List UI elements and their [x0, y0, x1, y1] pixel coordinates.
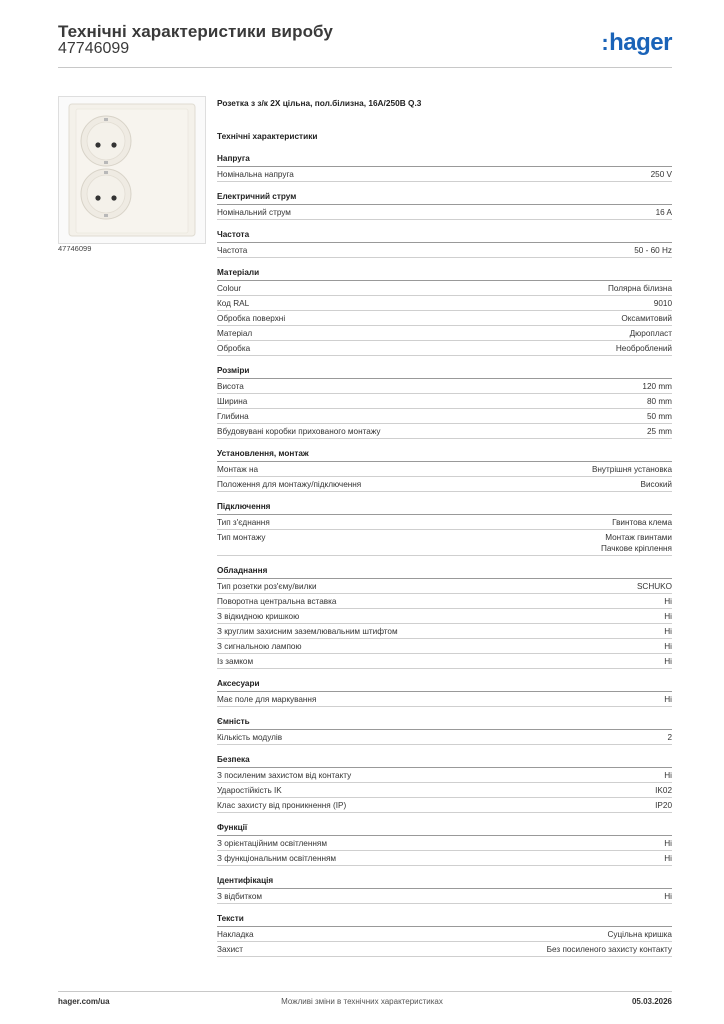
spec-row	[217, 205, 672, 220]
spec-label: Тип з'єднання	[217, 518, 270, 527]
spec-value: Високий	[640, 480, 672, 489]
footer-disclaimer: Можливі зміни в технічних характеристиках	[281, 997, 443, 1006]
spec-row	[217, 477, 672, 492]
footer-date: 05.03.2026	[631, 997, 672, 1006]
spec-row	[217, 654, 672, 669]
spec-row	[217, 836, 672, 851]
spec-value: 250 V	[650, 170, 672, 179]
spec-label: Ширина	[217, 397, 248, 406]
spec-label: Colour	[217, 284, 242, 293]
spec-row	[217, 594, 672, 609]
page-title: Технічні характеристики виробу	[58, 22, 333, 41]
spec-value: Суцільна кришка	[607, 930, 672, 939]
spec-value: Монтаж гвинтами Пачкове кріплення	[600, 533, 672, 553]
spec-label: Номінальна напруга	[217, 170, 294, 179]
spec-groups	[217, 153, 672, 957]
spec-group-title: Тексти	[217, 913, 672, 927]
spec-label: З сигнальною лампою	[217, 642, 302, 651]
spec-label: З відбитком	[217, 892, 263, 901]
spec-label: Обробка	[217, 344, 251, 353]
spec-label: З орієнтаційним освітленням	[217, 839, 327, 848]
spec-row	[217, 579, 672, 594]
footer-website: hager.com/ua	[58, 997, 110, 1006]
spec-row	[217, 379, 672, 394]
spec-row	[217, 692, 672, 707]
spec-value: 50 mm	[646, 412, 672, 421]
spec-group	[217, 565, 672, 669]
spec-group	[217, 716, 672, 745]
spec-group	[217, 191, 672, 220]
spec-row	[217, 609, 672, 624]
spec-group	[217, 678, 672, 707]
spec-label: Номінальний струм	[217, 208, 291, 217]
spec-group	[217, 822, 672, 866]
spec-value: 9010	[653, 299, 672, 308]
spec-group-title: Матеріали	[217, 267, 672, 281]
spec-row	[217, 341, 672, 356]
spec-value: 2	[667, 733, 672, 742]
spec-row	[217, 243, 672, 258]
spec-group-title: Функції	[217, 822, 672, 836]
spec-label: Код RAL	[217, 299, 250, 308]
spec-group-title: Частота	[217, 229, 672, 243]
spec-label: Накладка	[217, 930, 254, 939]
spec-label: Висота	[217, 382, 244, 391]
spec-value: 25 mm	[646, 427, 672, 436]
spec-label: Глибина	[217, 412, 249, 421]
spec-label: Тип розетки роз'єму/вилки	[217, 582, 317, 591]
spec-row	[217, 639, 672, 654]
spec-value: Гвинтова клема	[612, 518, 672, 527]
spec-value: 120 mm	[642, 382, 672, 391]
spec-label: Ударостійкість IK	[217, 786, 282, 795]
spec-value: Полярна білизна	[607, 284, 672, 293]
spec-value: SCHUKO	[636, 582, 672, 591]
spec-label: Обробка поверхні	[217, 314, 286, 323]
spec-group	[217, 501, 672, 556]
spec-label: З круглим захисним заземлювальним штифтом	[217, 627, 398, 636]
product-image	[58, 96, 206, 244]
spec-row	[217, 730, 672, 745]
spec-group	[217, 913, 672, 957]
spec-group	[217, 448, 672, 492]
spec-label: Клас захисту від проникнення (IP)	[217, 801, 347, 810]
spec-value: Внутрішня установка	[591, 465, 672, 474]
spec-row	[217, 768, 672, 783]
spec-row	[217, 281, 672, 296]
spec-group	[217, 153, 672, 182]
spec-row	[217, 394, 672, 409]
spec-label: Тип монтажу	[217, 533, 266, 542]
spec-group-title: Обладнання	[217, 565, 672, 579]
spec-group-title: Безпека	[217, 754, 672, 768]
spec-label: Із замком	[217, 657, 254, 666]
spec-value: Ні	[664, 657, 672, 666]
spec-value: Ні	[664, 695, 672, 704]
spec-heading: Технічні характеристики	[217, 131, 318, 141]
product-description: Розетка з з/к 2X цільна, пол.білизна, 16A/250B Q.3	[217, 98, 422, 108]
spec-label: Положення для монтажу/підключення	[217, 480, 362, 489]
spec-row	[217, 624, 672, 639]
spec-group	[217, 754, 672, 813]
spec-group-title: Аксесуари	[217, 678, 672, 692]
image-caption: 47746099	[58, 244, 92, 253]
spec-group-title: Ідентифікація	[217, 875, 672, 889]
spec-group-title: Підключення	[217, 501, 672, 515]
spec-value: Ні	[664, 627, 672, 636]
spec-label: Частота	[217, 246, 248, 255]
spec-row	[217, 798, 672, 813]
spec-value: Ні	[664, 854, 672, 863]
spec-row	[217, 889, 672, 904]
spec-label: Кількість модулів	[217, 733, 283, 742]
spec-value: IK02	[655, 786, 672, 795]
spec-row	[217, 942, 672, 957]
spec-row	[217, 409, 672, 424]
header-divider	[58, 67, 672, 68]
spec-row	[217, 326, 672, 341]
spec-row	[217, 311, 672, 326]
spec-label: З посиленим захистом від контакту	[217, 771, 352, 780]
spec-value: Ні	[664, 612, 672, 621]
spec-label: Захист	[217, 945, 244, 954]
spec-label: Вбудовувані коробки прихованого монтажу	[217, 427, 381, 436]
spec-row	[217, 530, 672, 556]
spec-label: Монтаж на	[217, 465, 259, 474]
spec-value: 50 - 60 Hz	[634, 246, 672, 255]
footer-divider	[58, 991, 672, 992]
spec-value: Ні	[664, 642, 672, 651]
product-code: 47746099	[58, 40, 130, 57]
spec-value: 80 mm	[646, 397, 672, 406]
spec-row	[217, 462, 672, 477]
spec-group-title: Установлення, монтаж	[217, 448, 672, 462]
spec-group-title: Напруга	[217, 153, 672, 167]
socket-illustration	[59, 97, 205, 243]
spec-row	[217, 296, 672, 311]
spec-label: Матеріал	[217, 329, 253, 338]
spec-label: Має поле для маркування	[217, 695, 317, 704]
spec-value: Оксамитовий	[621, 314, 672, 323]
spec-label: Поворотна центральна вставка	[217, 597, 337, 606]
spec-value: IP20	[655, 801, 672, 810]
hager-logo: :hager	[601, 29, 672, 56]
spec-value: Ні	[664, 597, 672, 606]
spec-group-title: Електричний струм	[217, 191, 672, 205]
spec-group	[217, 875, 672, 904]
spec-value: Ні	[664, 771, 672, 780]
spec-value: Дюропласт	[629, 329, 672, 338]
spec-value: Ні	[664, 839, 672, 848]
spec-content	[217, 96, 672, 966]
spec-row	[217, 167, 672, 182]
spec-value: Без посиленого захисту контакту	[546, 945, 672, 954]
spec-row	[217, 515, 672, 530]
spec-group-title: Розміри	[217, 365, 672, 379]
spec-row	[217, 927, 672, 942]
spec-value: Ні	[664, 892, 672, 901]
spec-row	[217, 851, 672, 866]
spec-value: Необроблений	[615, 344, 672, 353]
spec-group-title: Ємність	[217, 716, 672, 730]
spec-value: 16 A	[655, 208, 672, 217]
spec-label: З функціональним освітленням	[217, 854, 337, 863]
spec-row	[217, 783, 672, 798]
spec-group	[217, 267, 672, 356]
spec-row	[217, 424, 672, 439]
spec-group	[217, 229, 672, 258]
spec-label: З відкидною кришкою	[217, 612, 300, 621]
logo-text: hager	[609, 29, 672, 56]
spec-group	[217, 365, 672, 439]
